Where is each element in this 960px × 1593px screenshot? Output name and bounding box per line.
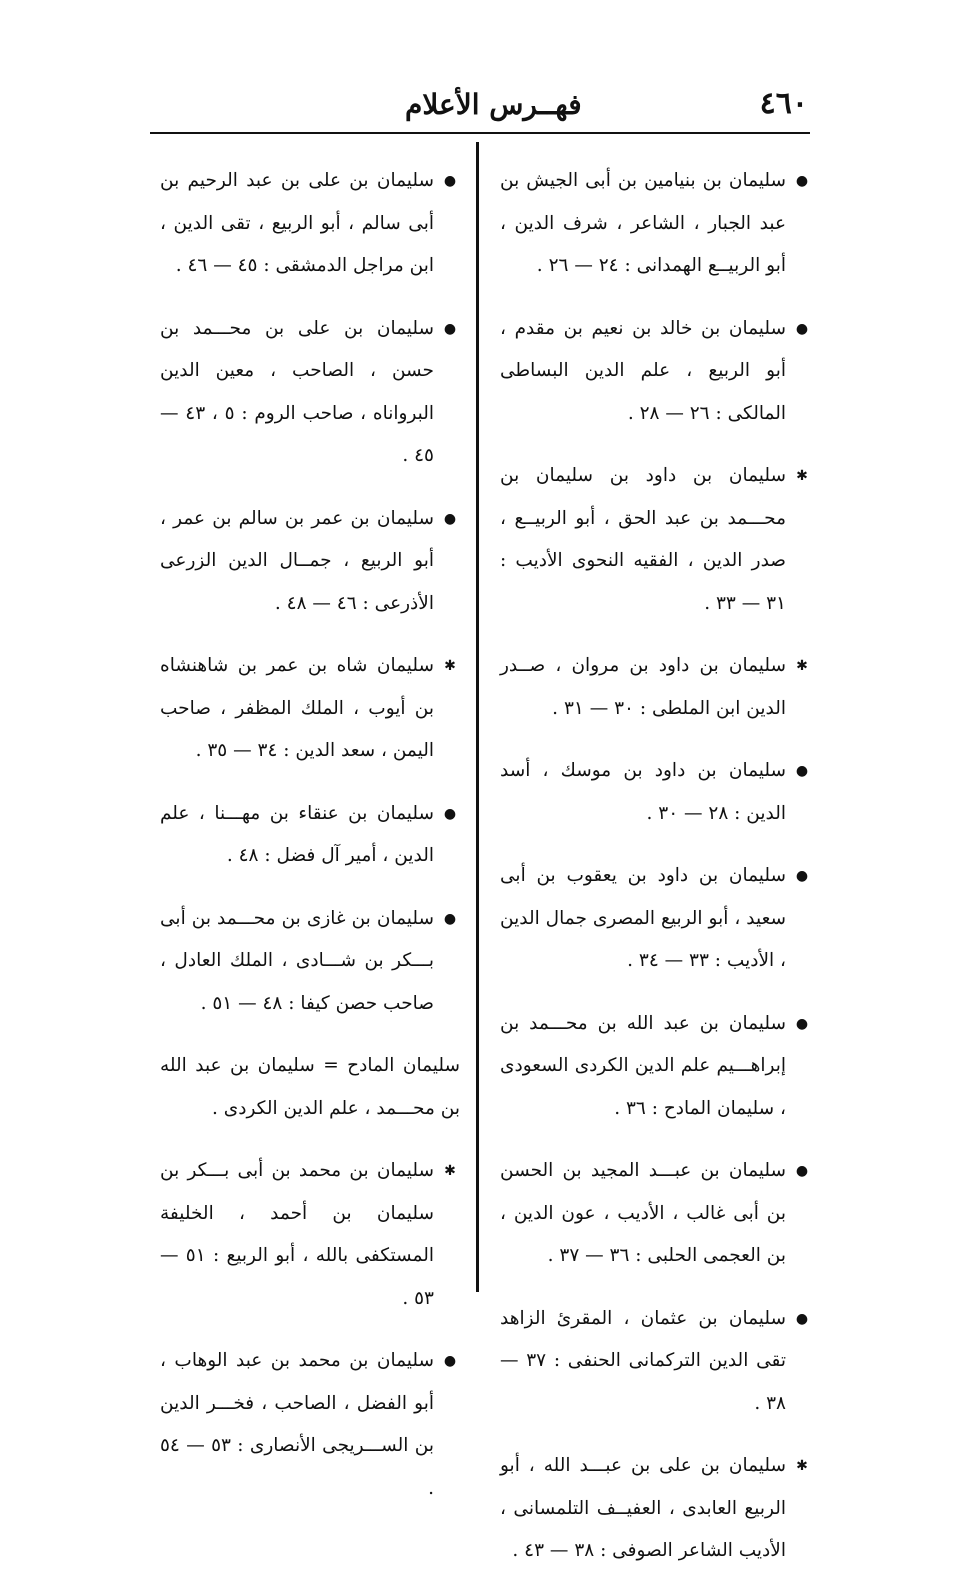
index-entry bbox=[160, 898, 460, 1026]
entry-text: سليمان بن بنيامين بن أبى الجيش بن عبد الجبار ، الشاعر ، شرف الدين ، أبو الربيــع الهمدانى : ٢٤ — ٢٦ . bbox=[500, 170, 786, 276]
entry-text: سليمان بن عبـــد المجيد بن الحسن بن أبى غالب ، الأديب ، عون الدين ، بن العجمى الحلبى : ٣٦ — ٣٧ . bbox=[500, 1160, 786, 1266]
entry-text: سليمان بن عبد الله بن محـــمد بن إبراهـــيم علم الدين الكردى السعودى ، سليمان المادح : ٣٦ . bbox=[500, 1012, 786, 1119]
index-entry bbox=[500, 1298, 812, 1426]
index-column-left bbox=[160, 160, 460, 1530]
index-entry bbox=[160, 1150, 460, 1320]
index-entry bbox=[500, 455, 812, 625]
entry-marker-icon: ● bbox=[443, 1353, 457, 1369]
entry-text: سليمان بن عمر بن سالم بن عمر ، أبو الربيع ، جمــال الدين الزرعى الأذرعى : ٤٦ — ٤٨ . bbox=[160, 507, 434, 614]
entry-marker-icon: ● bbox=[795, 320, 809, 337]
entry-text: سليمان بن على بن محـــمد بن حسن ، الصاحب ، معين الدين البرواناه ، صاحب الروم : ٥ ، ٤٣ — ٤٥ . bbox=[160, 317, 435, 466]
index-entry bbox=[500, 855, 812, 983]
entry-marker-icon: ● bbox=[795, 763, 809, 779]
page-number: ٤٦٠ bbox=[759, 86, 808, 121]
entry-marker-icon: ● bbox=[443, 910, 457, 927]
entry-text: سليمان بن عنقاء بن مهـــنا ، علم الدين ، أمير آل فضل : ٤٨ . bbox=[160, 802, 434, 866]
index-entry bbox=[500, 1003, 812, 1131]
index-entry bbox=[160, 1045, 460, 1130]
index-column-right bbox=[500, 160, 812, 1593]
index-entry bbox=[160, 498, 460, 626]
entry-text: سليمان شاه بن عمر بن شاهنشاه بن أيوب ، الملك المظفر ، صاحب اليمن ، سعد الدين : ٣٤ — ٣٥ . bbox=[160, 655, 434, 761]
entry-marker-icon: ✱ bbox=[444, 658, 456, 674]
entry-text: سليمان المادح = سليمان بن عبد الله بن محـــمد ، علم الدين الكردى . bbox=[160, 1055, 460, 1119]
index-entry bbox=[160, 1340, 460, 1510]
entry-marker-icon: ● bbox=[443, 805, 457, 822]
column-divider bbox=[476, 142, 479, 1292]
entry-marker-icon: ✱ bbox=[444, 1163, 456, 1179]
index-entry bbox=[500, 160, 812, 288]
entry-marker-icon: ● bbox=[443, 173, 457, 189]
entry-text: سليمان بن داود بن موسك ، أسد الدين : ٢٨ — ٣٠ . bbox=[500, 760, 786, 824]
entry-text: سليمان بن على بن عبد الرحيم بن أبى سالم ، أبو الربيع ، تقى الدين ، ابن مراجل الدمشقى : ٤٥ — ٤٦ . bbox=[160, 170, 434, 276]
page-header bbox=[150, 78, 810, 134]
entry-text: سليمان بن داود بن سليمان بن محـــمد بن عبد الحق ، أبو الربيــع ، صدر الدين ، الفقيه النحوى الأديب : ٣١ — ٣٣ . bbox=[500, 465, 786, 614]
index-entry bbox=[500, 750, 812, 835]
index-entry bbox=[500, 1445, 812, 1573]
entry-text: سليمان بن محمد بن عبد الوهاب ، أبو الفضل ، الصاحب ، فخـــر الدين بن الســـريجى الأنصارى : ٥٣ — ٥٤ . bbox=[160, 1350, 434, 1499]
entry-text: سليمان بن داود بن مروان ، صــدر الدين ابن الملطى : ٣٠ — ٣١ . bbox=[500, 655, 786, 719]
entry-marker-icon: ● bbox=[795, 1163, 809, 1179]
entry-marker-icon: ✱ bbox=[796, 658, 808, 674]
index-entry bbox=[500, 308, 812, 436]
entry-marker-icon: ● bbox=[443, 510, 457, 527]
entry-marker-icon: ● bbox=[795, 173, 809, 189]
entry-text: سليمان بن على بن عبـــد الله ، أبو الربيع العابدى ، العفيــف التلمسانى ، الأديب الشاعر الصوفى : ٣٨ — ٤٣ . bbox=[500, 1455, 786, 1561]
index-entry bbox=[160, 645, 460, 773]
entry-marker-icon: ● bbox=[795, 1310, 809, 1327]
entry-text: سليمان بن غازى بن محـــمد بن أبى بـــكر بن شـــادى ، الملك العادل ، صاحب حصن كيفا : ٤٨ — ٥١ . bbox=[160, 907, 434, 1014]
index-entry bbox=[160, 793, 460, 878]
index-entry bbox=[500, 645, 812, 730]
index-entry bbox=[160, 160, 460, 288]
entry-marker-icon: ● bbox=[795, 868, 809, 884]
entry-text: سليمان بن داود بن يعقوب بن أبى سعيد ، أبو الربيع المصرى جمال الدين ، الأديب : ٣٣ — ٣٤ . bbox=[500, 865, 786, 971]
entry-text: سليمان بن عثمان ، المقرئ الزاهد تقى الدين التركمانى الحنفى : ٣٧ — ٣٨ . bbox=[500, 1307, 786, 1414]
entry-marker-icon: ✱ bbox=[796, 468, 808, 484]
entry-text: سليمان بن خالد بن نعيم بن مقدم ، أبو الربيع ، علم الدين البساطى المالكى : ٢٦ — ٢٨ . bbox=[500, 317, 786, 424]
page-title: فهــرس الأعلام bbox=[405, 88, 582, 121]
entry-text: سليمان بن محمد بن أبى بـــكر بن سليمان بن أحمد ، الخليفة المستكفى بالله ، أبو الربيع : ٥١ — ٥٣ . bbox=[160, 1160, 434, 1309]
entry-marker-icon: ✱ bbox=[796, 1458, 808, 1474]
index-entry bbox=[160, 308, 460, 478]
index-entry bbox=[500, 1150, 812, 1278]
entry-marker-icon: ● bbox=[443, 320, 457, 337]
entry-marker-icon: ● bbox=[795, 1015, 809, 1032]
